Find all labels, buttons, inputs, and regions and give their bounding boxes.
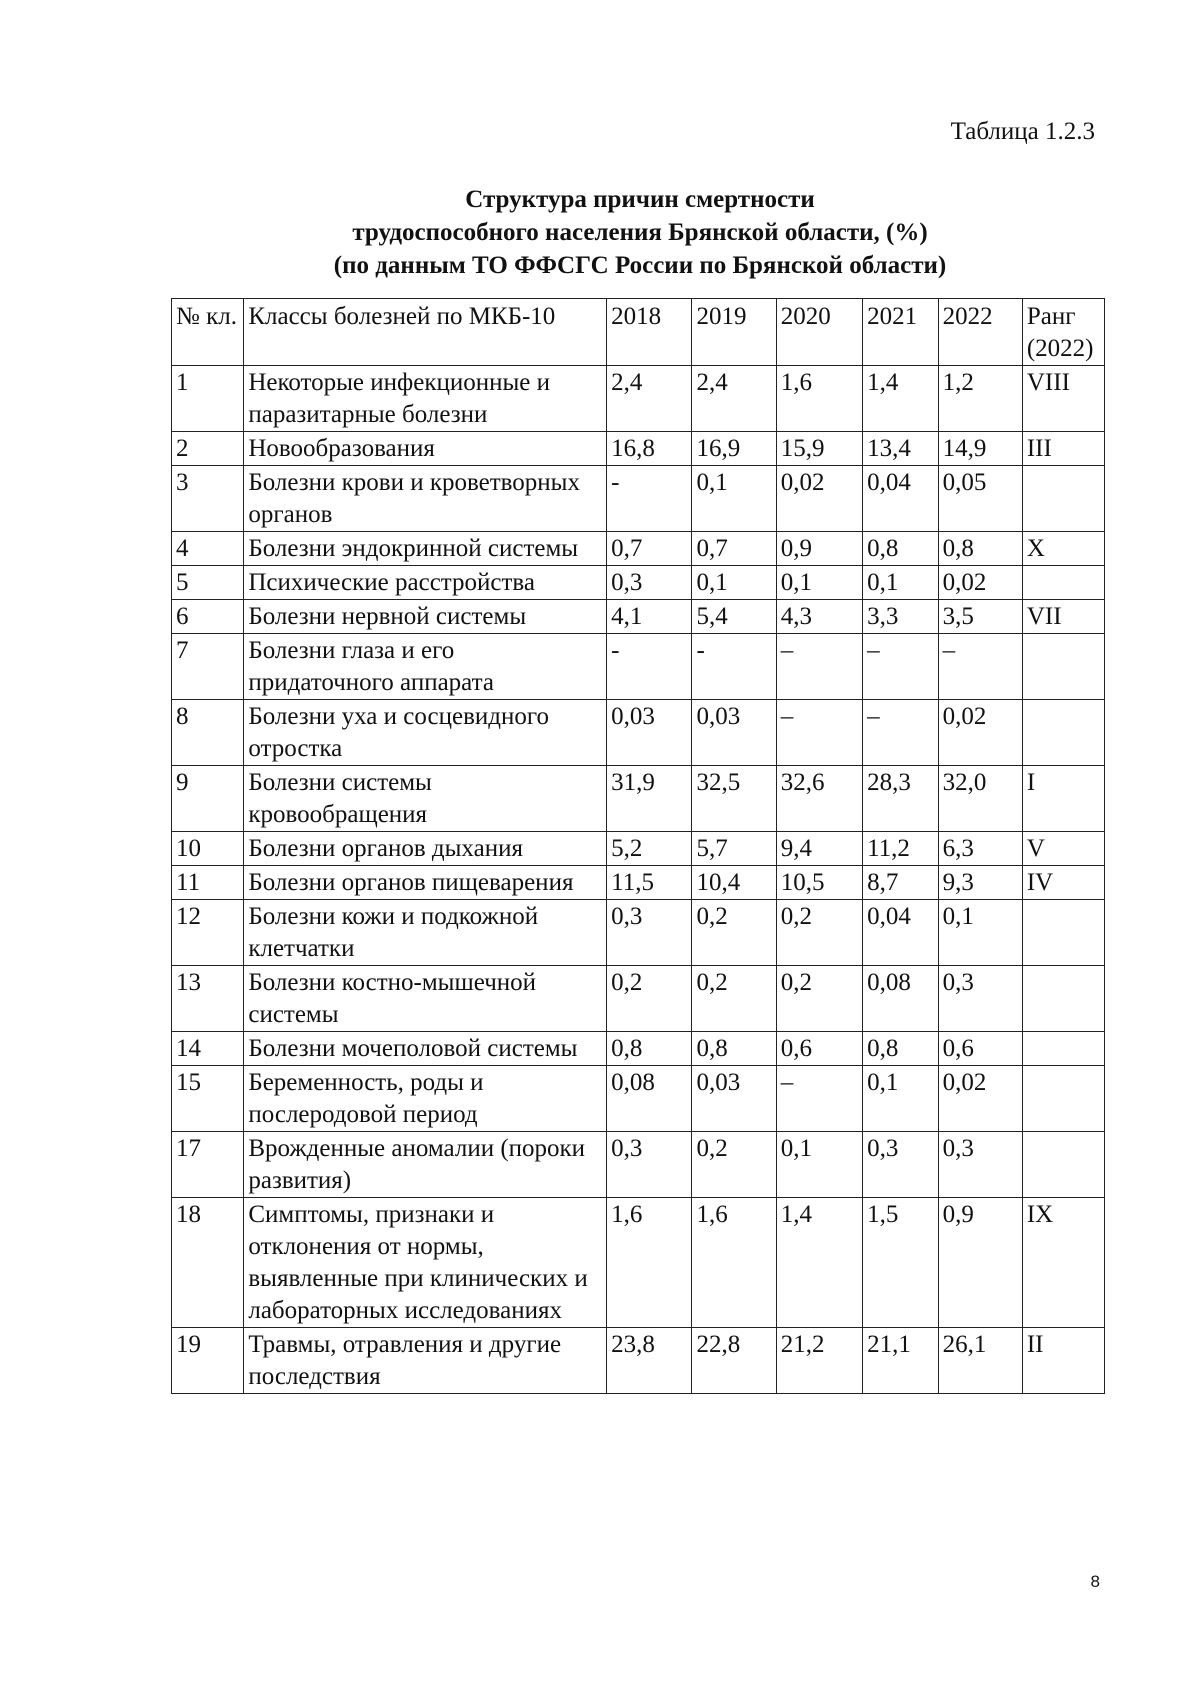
cell-y2020: 10,5 (776, 866, 862, 900)
cell-y2022: 14,9 (938, 432, 1022, 466)
cell-y2019: - (692, 634, 776, 700)
cell-num: 13 (172, 966, 244, 1032)
cell-y2022: 0,6 (938, 1032, 1022, 1066)
header-2020: 2020 (776, 299, 862, 366)
table-row (172, 566, 1105, 600)
cell-y2020: 9,4 (776, 832, 862, 866)
cell-y2018: 11,5 (607, 866, 692, 900)
cell-y2022: 0,8 (938, 532, 1022, 566)
cell-y2021: 1,5 (863, 1198, 939, 1328)
cell-y2019: 2,4 (692, 366, 776, 432)
cell-rank: III (1022, 432, 1104, 466)
cell-y2022: 0,3 (938, 966, 1022, 1032)
cell-rank (1022, 700, 1104, 766)
cell-rank: IX (1022, 1198, 1104, 1328)
mortality-table (171, 298, 1105, 1394)
cell-num: 19 (172, 1328, 244, 1394)
cell-y2021: 0,8 (863, 532, 939, 566)
cell-name: Симптомы, признаки и отклонения от нормы, выявленные при клинических и лабораторных исследованиях (244, 1198, 607, 1328)
header-name: Классы болезней по МКБ-10 (244, 299, 607, 366)
table-row (172, 466, 1105, 532)
cell-num: 15 (172, 1066, 244, 1132)
cell-num: 2 (172, 432, 244, 466)
cell-y2018: 23,8 (607, 1328, 692, 1394)
cell-y2018: - (607, 466, 692, 532)
table-row (172, 966, 1105, 1032)
cell-rank (1022, 966, 1104, 1032)
cell-y2019: 0,1 (692, 566, 776, 600)
table-row (172, 866, 1105, 900)
cell-y2018: 0,2 (607, 966, 692, 1032)
table-row (172, 1032, 1105, 1066)
cell-name: Болезни органов дыхания (244, 832, 607, 866)
cell-y2021: 0,1 (863, 1066, 939, 1132)
cell-num: 17 (172, 1132, 244, 1198)
table-row (172, 766, 1105, 832)
cell-y2021: 11,2 (863, 832, 939, 866)
cell-y2018: 0,3 (607, 1132, 692, 1198)
cell-rank: I (1022, 766, 1104, 832)
page-number: 8 (1090, 1572, 1100, 1591)
cell-name: Болезни глаза и его придаточного аппарата (244, 634, 607, 700)
cell-name: Болезни костно-мышечной системы (244, 966, 607, 1032)
cell-name: Болезни эндокринной системы (244, 532, 607, 566)
cell-y2019: 10,4 (692, 866, 776, 900)
table-row (172, 1198, 1105, 1328)
cell-y2020: 4,3 (776, 600, 862, 634)
cell-y2019: 0,2 (692, 900, 776, 966)
table-body (172, 366, 1105, 1394)
table-row (172, 1066, 1105, 1132)
header-row (172, 299, 1105, 366)
cell-num: 6 (172, 600, 244, 634)
cell-y2018: 0,7 (607, 532, 692, 566)
header-num: № кл. (172, 299, 244, 366)
table-row (172, 432, 1105, 466)
cell-y2018: 0,3 (607, 566, 692, 600)
cell-y2022: 26,1 (938, 1328, 1022, 1394)
table-row (172, 700, 1105, 766)
cell-y2020: 0,6 (776, 1032, 862, 1066)
cell-name: Болезни мочеполовой системы (244, 1032, 607, 1066)
cell-y2018: 2,4 (607, 366, 692, 432)
cell-y2018: 0,03 (607, 700, 692, 766)
cell-num: 5 (172, 566, 244, 600)
cell-name: Болезни системы кровообращения (244, 766, 607, 832)
cell-y2020: – (776, 1066, 862, 1132)
cell-y2019: 0,1 (692, 466, 776, 532)
cell-y2019: 0,03 (692, 700, 776, 766)
cell-rank: X (1022, 532, 1104, 566)
cell-y2022: 0,02 (938, 700, 1022, 766)
cell-y2020: 15,9 (776, 432, 862, 466)
cell-y2021: 0,8 (863, 1032, 939, 1066)
cell-rank: V (1022, 832, 1104, 866)
header-2018: 2018 (607, 299, 692, 366)
cell-y2019: 5,4 (692, 600, 776, 634)
cell-y2021: 28,3 (863, 766, 939, 832)
cell-y2020: 0,1 (776, 1132, 862, 1198)
table-row (172, 832, 1105, 866)
cell-y2020: – (776, 700, 862, 766)
table-row (172, 532, 1105, 566)
cell-y2022: 0,1 (938, 900, 1022, 966)
cell-y2020: 32,6 (776, 766, 862, 832)
cell-y2020: – (776, 634, 862, 700)
cell-y2022: 0,3 (938, 1132, 1022, 1198)
cell-y2021: 0,04 (863, 466, 939, 532)
cell-name: Болезни крови и кроветворных органов (244, 466, 607, 532)
cell-num: 1 (172, 366, 244, 432)
title-line: трудоспособного населения Брянской области, (%) (352, 219, 928, 246)
cell-y2021: 0,08 (863, 966, 939, 1032)
cell-name: Психические расстройства (244, 566, 607, 600)
title-line: (по данным ТО ФФСГС России по Брянской области) (333, 252, 947, 279)
cell-num: 9 (172, 766, 244, 832)
cell-rank (1022, 1032, 1104, 1066)
cell-name: Болезни уха и сосцевидного отростка (244, 700, 607, 766)
cell-name: Врожденные аномалии (пороки развития) (244, 1132, 607, 1198)
cell-y2022: 0,02 (938, 566, 1022, 600)
cell-y2018: 16,8 (607, 432, 692, 466)
cell-y2022: 3,5 (938, 600, 1022, 634)
cell-y2022: 0,9 (938, 1198, 1022, 1328)
cell-y2019: 0,03 (692, 1066, 776, 1132)
cell-y2018: 5,2 (607, 832, 692, 866)
cell-name: Болезни кожи и подкожной клетчатки (244, 900, 607, 966)
cell-y2020: 1,4 (776, 1198, 862, 1328)
cell-y2022: 1,2 (938, 366, 1022, 432)
cell-y2022: – (938, 634, 1022, 700)
header-2022: 2022 (938, 299, 1022, 366)
cell-y2022: 0,02 (938, 1066, 1022, 1132)
cell-y2020: 0,9 (776, 532, 862, 566)
cell-y2019: 1,6 (692, 1198, 776, 1328)
cell-y2020: 0,2 (776, 900, 862, 966)
cell-y2018: - (607, 634, 692, 700)
cell-y2021: 0,04 (863, 900, 939, 966)
cell-rank: II (1022, 1328, 1104, 1394)
cell-y2021: 0,3 (863, 1132, 939, 1198)
cell-y2018: 0,3 (607, 900, 692, 966)
cell-y2021: 3,3 (863, 600, 939, 634)
table-row (172, 1328, 1105, 1394)
table-label: Таблица 1.2.3 (950, 118, 1095, 145)
cell-y2019: 0,2 (692, 966, 776, 1032)
header-2021: 2021 (863, 299, 939, 366)
cell-name: Новообразования (244, 432, 607, 466)
cell-y2020: 0,1 (776, 566, 862, 600)
cell-num: 10 (172, 832, 244, 866)
title-line: Структура причин смертности (465, 186, 815, 213)
cell-rank: VIII (1022, 366, 1104, 432)
cell-y2021: 8,7 (863, 866, 939, 900)
cell-y2021: 13,4 (863, 432, 939, 466)
table-row (172, 634, 1105, 700)
cell-name: Беременность, роды и послеродовой период (244, 1066, 607, 1132)
cell-rank (1022, 634, 1104, 700)
cell-rank (1022, 1066, 1104, 1132)
cell-y2022: 9,3 (938, 866, 1022, 900)
cell-y2019: 16,9 (692, 432, 776, 466)
cell-num: 12 (172, 900, 244, 966)
table-row (172, 900, 1105, 966)
table-row (172, 366, 1105, 432)
cell-y2018: 1,6 (607, 1198, 692, 1328)
cell-rank: VII (1022, 600, 1104, 634)
cell-y2018: 0,8 (607, 1032, 692, 1066)
cell-y2019: 0,7 (692, 532, 776, 566)
cell-rank (1022, 466, 1104, 532)
cell-name: Некоторые инфекционные и паразитарные болезни (244, 366, 607, 432)
cell-name: Болезни органов пищеварения (244, 866, 607, 900)
cell-rank: IV (1022, 866, 1104, 900)
cell-num: 11 (172, 866, 244, 900)
cell-y2018: 0,08 (607, 1066, 692, 1132)
cell-y2022: 0,05 (938, 466, 1022, 532)
cell-y2019: 32,5 (692, 766, 776, 832)
header-2019: 2019 (692, 299, 776, 366)
cell-y2019: 5,7 (692, 832, 776, 866)
cell-y2018: 31,9 (607, 766, 692, 832)
cell-name: Болезни нервной системы (244, 600, 607, 634)
table-row (172, 600, 1105, 634)
cell-y2019: 0,8 (692, 1032, 776, 1066)
cell-rank (1022, 566, 1104, 600)
cell-y2019: 22,8 (692, 1328, 776, 1394)
cell-y2020: 0,02 (776, 466, 862, 532)
cell-y2021: – (863, 634, 939, 700)
cell-num: 14 (172, 1032, 244, 1066)
header-rank: Ранг (2022) (1022, 299, 1104, 366)
cell-y2020: 1,6 (776, 366, 862, 432)
cell-y2020: 0,2 (776, 966, 862, 1032)
cell-y2021: 1,4 (863, 366, 939, 432)
cell-rank (1022, 900, 1104, 966)
cell-num: 3 (172, 466, 244, 532)
cell-num: 4 (172, 532, 244, 566)
cell-y2021: – (863, 700, 939, 766)
cell-rank (1022, 1132, 1104, 1198)
cell-y2022: 6,3 (938, 832, 1022, 866)
cell-name: Травмы, отравления и другие последствия (244, 1328, 607, 1394)
cell-y2021: 0,1 (863, 566, 939, 600)
cell-y2020: 21,2 (776, 1328, 862, 1394)
table-title (170, 183, 1110, 282)
cell-y2018: 4,1 (607, 600, 692, 634)
cell-num: 18 (172, 1198, 244, 1328)
cell-num: 7 (172, 634, 244, 700)
cell-y2019: 0,2 (692, 1132, 776, 1198)
cell-y2021: 21,1 (863, 1328, 939, 1394)
cell-y2022: 32,0 (938, 766, 1022, 832)
table-row (172, 1132, 1105, 1198)
cell-num: 8 (172, 700, 244, 766)
